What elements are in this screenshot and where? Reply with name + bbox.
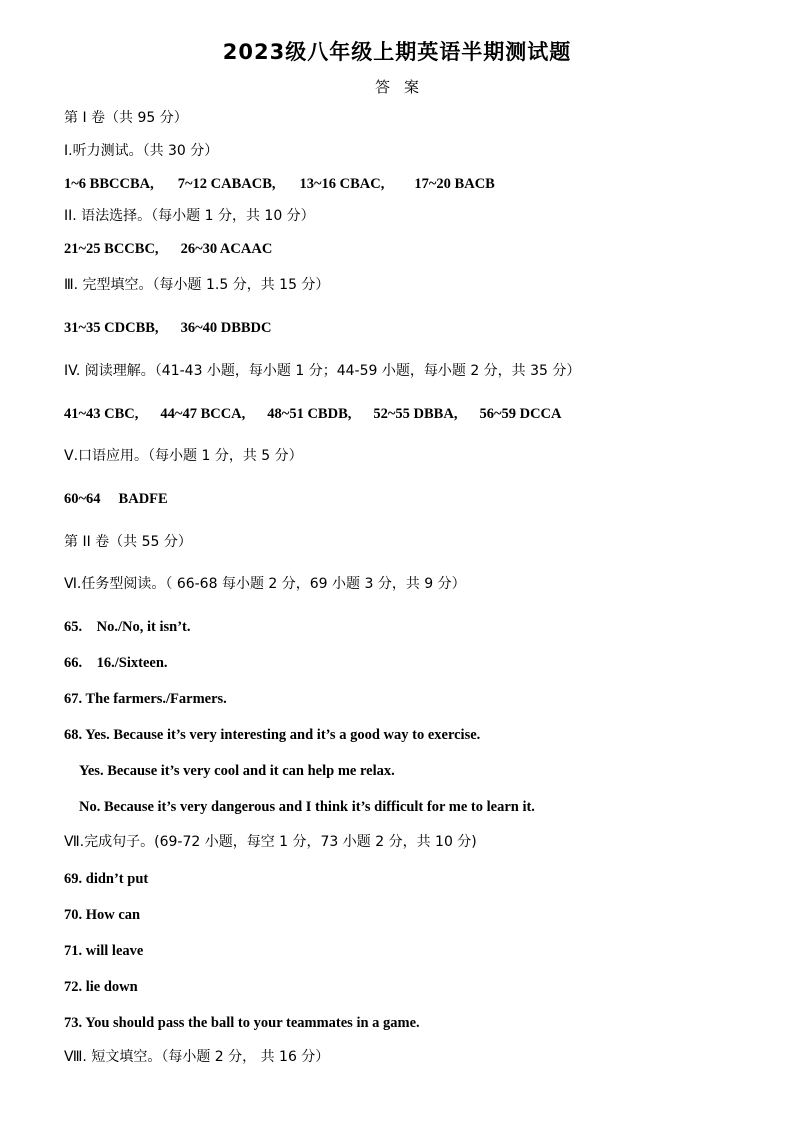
answer-68-alt1: Yes. Because it’s very cool and it can help me relax.: [79, 763, 395, 779]
answer-group: 48~51 CBDB,: [267, 406, 352, 422]
answer-72: 72. lie down: [64, 979, 138, 995]
answer-group: BADFE: [118, 491, 168, 507]
section3-answers: [64, 319, 272, 337]
section1-answers: [64, 175, 495, 193]
answer-group: 56~59 DCCA: [479, 406, 562, 422]
answer-65: 65. No./No, it isn’t.: [64, 619, 191, 635]
answer-68-alt2: No. Because it’s very dangerous and I think it’s difficult for me to learn it.: [79, 799, 535, 815]
answer-group: 36~40 DBBDC: [180, 320, 272, 336]
document-subtitle: 答案: [374, 78, 433, 96]
answer-group: 26~30 ACAAC: [180, 241, 273, 257]
answer-group: 41~43 CBC,: [64, 406, 139, 422]
section2-answers: [64, 240, 272, 258]
answer-group: 17~20 BACB: [414, 176, 495, 192]
answer-group: 31~35 CDCBB,: [64, 320, 159, 336]
answer-group: 1~6 BBCCBA,: [64, 176, 154, 192]
answer-68: 68. Yes. Because it’s very interesting and it’s a good way to exercise.: [64, 727, 481, 743]
answer-group: 13~16 CBAC,: [299, 176, 385, 192]
section5-answers: [64, 490, 168, 508]
answer-group: 7~12 CABACB,: [177, 176, 276, 192]
part1-heading: 第 I 卷（共 95 分）: [64, 110, 188, 126]
answer-73: 73. You should pass the ball to your teammates in a game.: [64, 1015, 420, 1031]
section7-heading: Ⅶ.完成句子。(69-72 小题，每空 1 分，73 小题 2 分，共 10 分): [64, 834, 477, 850]
document-title: 2023级八年级上期英语半期测试题: [222, 40, 572, 64]
answer-group: 44~47 BCCA,: [160, 406, 246, 422]
answer-70: 70. How can: [64, 907, 141, 923]
answer-66: 66. 16./Sixteen.: [64, 655, 168, 671]
section4-heading: IV. 阅读理解。（41-43 小题，每小题 1 分；44-59 小题，每小题 2 分，共 35 分）: [64, 363, 581, 379]
section4-answers: [64, 405, 562, 423]
answer-71: 71. will leave: [64, 943, 144, 959]
answer-range: 60~64: [64, 491, 101, 507]
answer-69: 69. didn’t put: [64, 871, 149, 887]
section6-heading: Ⅵ.任务型阅读。（ 66-68 每小题 2 分，69 小题 3 分，共 9 分）: [64, 576, 466, 592]
section5-heading: Ⅴ.口语应用。（每小题 1 分，共 5 分）: [64, 448, 303, 464]
section2-heading: II. 语法选择。（每小题 1 分，共 10 分）: [64, 208, 315, 224]
section1-heading: I.听力测试。（共 30 分）: [64, 143, 219, 159]
answer-67: 67. The farmers./Farmers.: [64, 691, 227, 707]
section8-heading: Ⅷ. 短文填空。（每小题 2 分， 共 16 分）: [64, 1049, 330, 1065]
section3-heading: Ⅲ. 完型填空。（每小题 1.5 分，共 15 分）: [64, 277, 330, 293]
answer-group: 52~55 DBBA,: [373, 406, 458, 422]
answer-group: 21~25 BCCBC,: [64, 241, 159, 257]
part2-heading: 第 II 卷（共 55 分）: [64, 534, 192, 550]
